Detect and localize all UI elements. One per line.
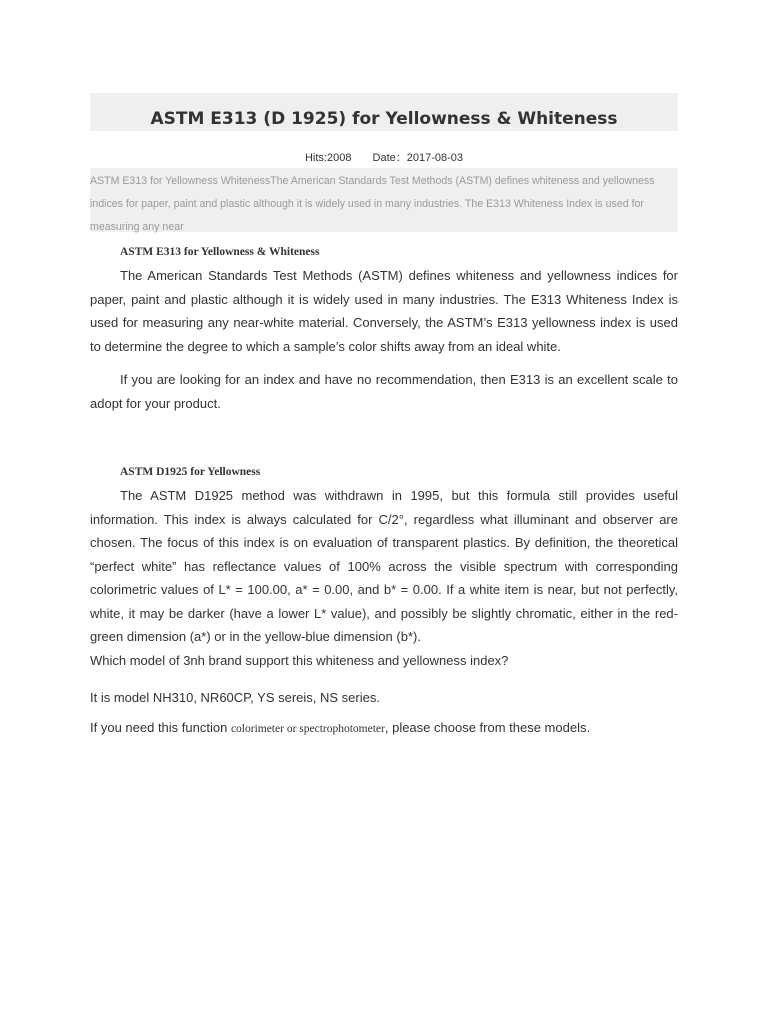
faq-question: Which model of 3nh brand support this whiteness and yellowness index?: [90, 652, 509, 668]
hits-count: Hits:2008: [304, 152, 352, 164]
summary-text: ASTM E313 for Yellowness WhitenessThe American Standards Test Methods (ASTM) defines whiteness and yellowness indices for paper, paint and plastic although it is widely used in many industries. The E313 Whiteness Index is used for measuring any near: [90, 175, 655, 233]
faq-answer: It is model NH310, NR60CP, YS sereis, NS series.: [90, 690, 380, 705]
article-body: [90, 241, 678, 741]
e313-paragraph-1: The American Standards Test Methods (ASTM) defines whiteness and yellowness indices for paper, paint and plastic although it is widely used in many industries. The E313 Whiteness Index is used for measuring any near-white material. Conversely, the ASTM’s E313 yellowness index is used to determine the degree to which a sample’s color shifts away from an ideal white.: [90, 268, 678, 354]
d1925-paragraph-1: The ASTM D1925 method was withdrawn in 1995, but this formula still provides useful information. This index is always calculated for C/2°, regardless what illuminant and observer are chosen. The focus of this index is on evaluation of transparent plastics. By definition, the theoretical “perfect white” has reflectance values of 100% across the visible spectrum with corresponding colorimetric values of L* = 100.00, a* = 0.00, and b* = 0.00. If a white item is near, but not perfectly, white, it may be darker (have a lower L* value), and possibly be slightly chromatic, either in the red-green dimension (a*) or in the yellow-blue dimension (b*).: [90, 488, 678, 644]
faq-advice: [90, 716, 678, 742]
advice-products: colorimeter or spectrophotometer: [230, 722, 385, 735]
article-summary: [90, 168, 678, 232]
advice-suffix: , please choose from these models.: [384, 719, 591, 735]
section-heading-e313: ASTM E313 for Yellowness & Whiteness: [120, 246, 320, 258]
page-title: ASTM E313 (D 1925) for Yellowness & Whiteness: [150, 109, 618, 129]
section-heading-d1925: ASTM D1925 for Yellowness: [120, 466, 261, 478]
e313-paragraph-2: If you are looking for an index and have no recommendation, then E313 is an excellent scale to adopt for your product.: [90, 372, 678, 411]
article-meta: [90, 149, 678, 165]
publish-date: Date：2017-08-03: [372, 152, 464, 164]
advice-prefix: If you need this function: [90, 719, 231, 735]
